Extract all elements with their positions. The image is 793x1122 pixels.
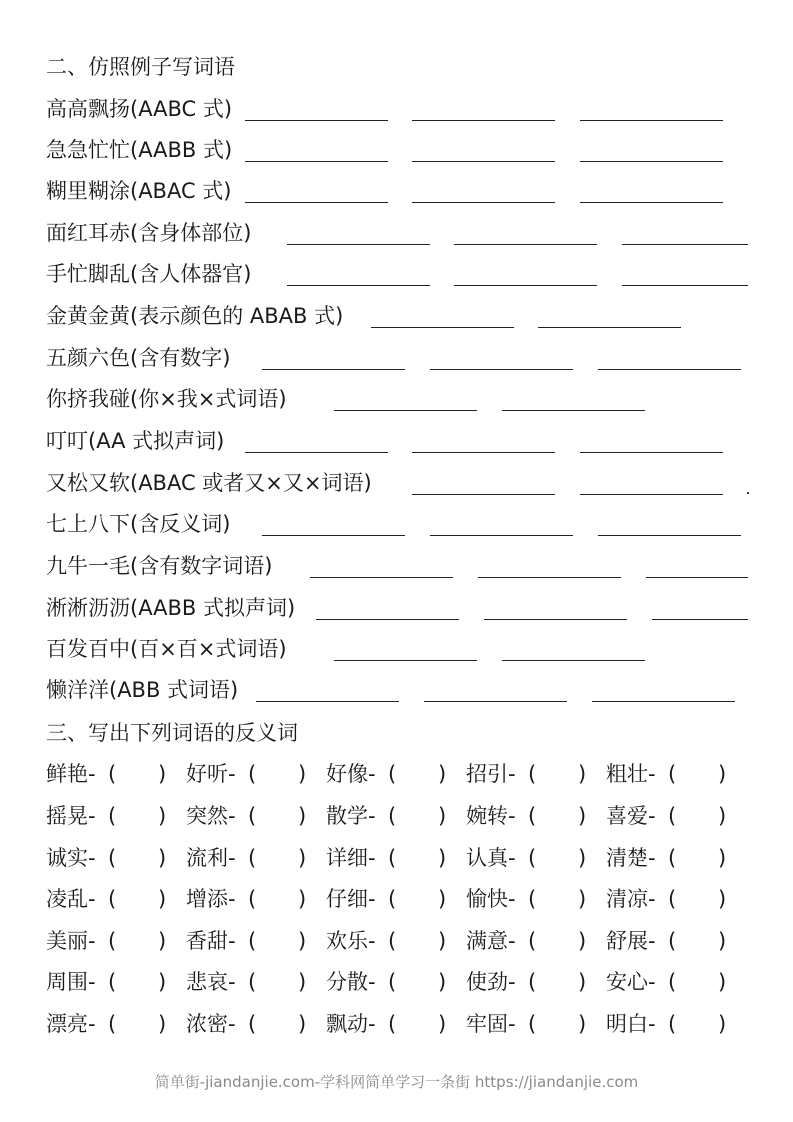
- answer-blank[interactable]: [334, 410, 477, 411]
- antonym-item: [606, 1011, 727, 1037]
- paren-close: ): [578, 929, 587, 953]
- antonym-item: [326, 1011, 447, 1037]
- paren-close: ): [158, 804, 167, 828]
- paren-open: (: [668, 887, 677, 911]
- antonym-word: 明白-: [606, 1012, 656, 1036]
- antonym-item: [606, 928, 727, 954]
- exercise-prompt: 金黄金黄(表示颜色的 ABAB 式): [46, 304, 344, 328]
- paren-close: ): [578, 846, 587, 870]
- antonym-word: 浓密-: [186, 1012, 236, 1036]
- antonym-answer-space[interactable]: [682, 928, 716, 954]
- answer-blank[interactable]: [412, 202, 555, 203]
- antonym-answer-space[interactable]: [402, 761, 436, 787]
- antonym-answer-space[interactable]: [402, 969, 436, 995]
- antonym-word: 散学-: [326, 804, 376, 828]
- antonym-word: 好听-: [186, 762, 236, 786]
- exercise-row: [46, 470, 756, 496]
- antonym-answer-space[interactable]: [262, 803, 296, 829]
- antonym-item: [186, 845, 307, 871]
- section2-heading: 二、仿照例子写词语: [46, 55, 235, 79]
- paren-open: (: [108, 804, 117, 828]
- antonym-answer-space[interactable]: [122, 928, 156, 954]
- exercise-prompt: 淅淅沥沥(AABB 式拟声词): [46, 596, 296, 620]
- exercise-prompt: 糊里糊涂(ABAC 式): [46, 179, 232, 203]
- answer-blank[interactable]: [580, 452, 723, 453]
- paren-open: (: [108, 887, 117, 911]
- antonym-answer-space[interactable]: [542, 928, 576, 954]
- answer-blank[interactable]: [424, 701, 567, 702]
- exercise-row: [46, 677, 756, 703]
- antonym-item: [186, 928, 307, 954]
- paren-close: ): [438, 929, 447, 953]
- paren-open: (: [528, 804, 537, 828]
- antonym-item: [186, 886, 307, 912]
- antonym-word: 仔细-: [326, 887, 376, 911]
- answer-blank[interactable]: [412, 494, 555, 495]
- paren-open: (: [108, 1012, 117, 1036]
- antonym-item: [326, 761, 447, 787]
- paren-open: (: [668, 970, 677, 994]
- paren-open: (: [248, 1012, 257, 1036]
- answer-blank[interactable]: [580, 161, 723, 162]
- answer-blank[interactable]: [580, 494, 723, 495]
- answer-blank[interactable]: [580, 202, 723, 203]
- exercise-prompt: 你挤我碰(你×我×式词语): [46, 387, 287, 411]
- answer-blank[interactable]: [287, 244, 430, 245]
- answer-blank[interactable]: [262, 369, 405, 370]
- antonym-answer-space[interactable]: [122, 845, 156, 871]
- antonym-answer-space[interactable]: [122, 969, 156, 995]
- antonym-word: 粗壮-: [606, 762, 656, 786]
- antonym-item: [466, 761, 587, 787]
- antonym-answer-space[interactable]: [402, 845, 436, 871]
- exercise-prompt: 百发百中(百×百×式词语): [46, 637, 287, 661]
- antonym-answer-space[interactable]: [402, 886, 436, 912]
- exercise-prompt: 又松又软(ABAC 或者又×又×词语): [46, 471, 372, 495]
- paren-close: ): [578, 970, 587, 994]
- answer-blank[interactable]: [334, 660, 477, 661]
- antonym-word: 清凉-: [606, 887, 656, 911]
- antonym-word: 婉转-: [466, 804, 516, 828]
- paren-close: ): [158, 846, 167, 870]
- paren-close: ): [578, 804, 587, 828]
- answer-blank[interactable]: [538, 327, 681, 328]
- antonym-word: 愉快-: [466, 887, 516, 911]
- answer-blank[interactable]: [598, 535, 741, 536]
- exercise-row: [46, 428, 756, 454]
- exercise-prompt: 七上八下(含反义词): [46, 512, 231, 536]
- antonym-answer-space[interactable]: [682, 1011, 716, 1037]
- answer-blank[interactable]: [245, 452, 388, 453]
- paren-close: ): [298, 762, 307, 786]
- exercise-prompt: 急急忙忙(AABB 式): [46, 138, 233, 162]
- antonym-item: [186, 1011, 307, 1037]
- antonym-answer-space[interactable]: [262, 969, 296, 995]
- antonym-answer-space[interactable]: [682, 761, 716, 787]
- paren-close: ): [438, 970, 447, 994]
- paren-close: ): [718, 804, 727, 828]
- antonym-item: [186, 761, 307, 787]
- paren-close: ): [298, 929, 307, 953]
- answer-blank[interactable]: [592, 701, 735, 702]
- antonym-item: [46, 845, 167, 871]
- antonym-item: [46, 803, 167, 829]
- paren-close: ): [578, 887, 587, 911]
- exercise-row: [46, 303, 756, 329]
- paren-close: ): [578, 1012, 587, 1036]
- antonym-item: [46, 1011, 167, 1037]
- antonym-item: [46, 928, 167, 954]
- paren-open: (: [248, 970, 257, 994]
- answer-blank[interactable]: [484, 619, 627, 620]
- antonym-answer-space[interactable]: [122, 803, 156, 829]
- antonym-item: [606, 886, 727, 912]
- paren-open: (: [248, 804, 257, 828]
- paren-open: (: [528, 762, 537, 786]
- antonym-word: 欢乐-: [326, 929, 376, 953]
- answer-blank[interactable]: [316, 619, 459, 620]
- answer-blank[interactable]: [652, 619, 748, 620]
- paren-close: ): [298, 970, 307, 994]
- antonym-item: [46, 969, 167, 995]
- antonym-word: 香甜-: [186, 929, 236, 953]
- exercise-row: [46, 511, 756, 537]
- paren-close: ): [718, 762, 727, 786]
- antonym-answer-space[interactable]: [262, 886, 296, 912]
- paren-open: (: [108, 929, 117, 953]
- paren-close: ): [718, 1012, 727, 1036]
- answer-blank[interactable]: [245, 161, 388, 162]
- answer-blank[interactable]: [430, 535, 573, 536]
- antonym-answer-space[interactable]: [262, 1011, 296, 1037]
- exercise-prompt: 五颜六色(含有数字): [46, 346, 231, 370]
- paren-open: (: [108, 970, 117, 994]
- answer-blank[interactable]: [245, 120, 388, 121]
- antonym-item: [466, 803, 587, 829]
- answer-blank[interactable]: [412, 120, 555, 121]
- answer-blank[interactable]: [430, 369, 573, 370]
- antonym-item: [466, 928, 587, 954]
- answer-blank[interactable]: [454, 285, 597, 286]
- answer-blank[interactable]: [478, 577, 621, 578]
- exercise-row: [46, 553, 756, 579]
- paren-close: ): [158, 970, 167, 994]
- antonym-answer-space[interactable]: [542, 761, 576, 787]
- antonym-answer-space[interactable]: [262, 928, 296, 954]
- antonym-word: 好像-: [326, 762, 376, 786]
- antonym-word: 增添-: [186, 887, 236, 911]
- paren-open: (: [248, 762, 257, 786]
- paren-close: ): [718, 970, 727, 994]
- antonym-word: 认真-: [466, 846, 516, 870]
- paren-close: ): [718, 846, 727, 870]
- exercise-prompt: 懒洋洋(ABB 式词语): [46, 678, 239, 702]
- antonym-item: [466, 969, 587, 995]
- exercise-row: [46, 345, 756, 371]
- paren-open: (: [528, 1012, 537, 1036]
- paren-open: (: [388, 887, 397, 911]
- exercise-row: [46, 220, 756, 246]
- exercise-row: [46, 261, 756, 287]
- antonym-word: 飘动-: [326, 1012, 376, 1036]
- antonym-item: [326, 803, 447, 829]
- antonym-item: [606, 803, 727, 829]
- antonym-word: 美丽-: [46, 929, 96, 953]
- antonym-item: [186, 803, 307, 829]
- antonym-answer-space[interactable]: [402, 928, 436, 954]
- answer-blank[interactable]: [622, 285, 748, 286]
- paren-open: (: [388, 929, 397, 953]
- antonym-item: [466, 1011, 587, 1037]
- paren-close: ): [578, 762, 587, 786]
- paren-close: ): [298, 804, 307, 828]
- paren-open: (: [528, 929, 537, 953]
- antonym-word: 分散-: [326, 970, 376, 994]
- paren-close: ): [438, 887, 447, 911]
- paren-open: (: [248, 887, 257, 911]
- answer-blank[interactable]: [502, 660, 645, 661]
- antonym-answer-space[interactable]: [542, 845, 576, 871]
- paren-open: (: [528, 887, 537, 911]
- antonym-item: [46, 886, 167, 912]
- antonym-answer-space[interactable]: [542, 886, 576, 912]
- answer-blank[interactable]: [412, 161, 555, 162]
- answer-blank[interactable]: [598, 369, 741, 370]
- answer-blank[interactable]: [310, 577, 453, 578]
- antonym-answer-space[interactable]: [402, 803, 436, 829]
- antonym-word: 舒展-: [606, 929, 656, 953]
- antonym-item: [326, 886, 447, 912]
- antonym-word: 周围-: [46, 970, 96, 994]
- antonym-answer-space[interactable]: [542, 969, 576, 995]
- answer-blank[interactable]: [287, 285, 430, 286]
- paren-close: ): [438, 804, 447, 828]
- paren-open: (: [388, 1012, 397, 1036]
- paren-close: ): [298, 1012, 307, 1036]
- exercise-prompt: 叮叮(AA 式拟声词): [46, 429, 225, 453]
- antonym-answer-space[interactable]: [122, 1011, 156, 1037]
- antonym-item: [466, 845, 587, 871]
- antonym-item: [326, 928, 447, 954]
- antonym-word: 鲜艳-: [46, 762, 96, 786]
- exercise-prompt: 高高飘扬(AABC 式): [46, 97, 233, 121]
- paren-open: (: [668, 929, 677, 953]
- antonym-word: 悲哀-: [186, 970, 236, 994]
- antonym-answer-space[interactable]: [682, 803, 716, 829]
- answer-blank[interactable]: [454, 244, 597, 245]
- antonym-word: 满意-: [466, 929, 516, 953]
- antonym-word: 安心-: [606, 970, 656, 994]
- answer-blank[interactable]: [622, 244, 748, 245]
- paren-close: ): [438, 1012, 447, 1036]
- exercise-row: [46, 636, 756, 662]
- page-footer: 简单街-jiandanjie.com-学科网简单学习一条街 https://jiandanjie.com: [154, 1073, 639, 1091]
- paren-close: ): [158, 887, 167, 911]
- antonym-item: [186, 969, 307, 995]
- antonym-answer-space[interactable]: [542, 803, 576, 829]
- paren-close: ): [158, 762, 167, 786]
- antonym-word: 详细-: [326, 846, 376, 870]
- antonym-answer-space[interactable]: [682, 886, 716, 912]
- answer-blank[interactable]: [371, 327, 514, 328]
- antonym-item: [326, 845, 447, 871]
- antonym-answer-space[interactable]: [682, 845, 716, 871]
- section3-heading: 三、写出下列词语的反义词: [46, 721, 298, 745]
- paren-open: (: [668, 1012, 677, 1036]
- paren-close: ): [298, 846, 307, 870]
- exercise-prompt: 九牛一毛(含有数字词语): [46, 554, 273, 578]
- paren-open: (: [388, 846, 397, 870]
- answer-blank[interactable]: [646, 577, 748, 578]
- paren-open: (: [108, 762, 117, 786]
- antonym-item: [326, 969, 447, 995]
- exercise-row: [46, 178, 756, 204]
- paren-open: (: [248, 929, 257, 953]
- antonym-answer-space[interactable]: [122, 886, 156, 912]
- antonym-item: [466, 886, 587, 912]
- paren-open: (: [668, 846, 677, 870]
- answer-blank[interactable]: [580, 120, 723, 121]
- answer-blank[interactable]: [262, 535, 405, 536]
- answer-blank[interactable]: [245, 202, 388, 203]
- antonym-word: 清楚-: [606, 846, 656, 870]
- antonym-word: 流利-: [186, 846, 236, 870]
- exercise-row: [46, 386, 756, 412]
- exercise-row: [46, 137, 756, 163]
- antonym-word: 漂亮-: [46, 1012, 96, 1036]
- antonym-word: 凌乱-: [46, 887, 96, 911]
- antonym-word: 喜爱-: [606, 804, 656, 828]
- exercise-prompt: 面红耳赤(含身体部位): [46, 221, 252, 245]
- paren-close: ): [438, 846, 447, 870]
- answer-blank[interactable]: [412, 452, 555, 453]
- antonym-answer-space[interactable]: [122, 761, 156, 787]
- antonym-answer-space[interactable]: [262, 845, 296, 871]
- antonym-answer-space[interactable]: [262, 761, 296, 787]
- answer-blank[interactable]: [502, 410, 645, 411]
- stray-mark: [747, 492, 749, 494]
- antonym-item: [606, 969, 727, 995]
- paren-close: ): [298, 887, 307, 911]
- paren-close: ): [438, 762, 447, 786]
- paren-close: ): [158, 929, 167, 953]
- antonym-word: 招引-: [466, 762, 516, 786]
- paren-open: (: [248, 846, 257, 870]
- antonym-item: [606, 845, 727, 871]
- paren-open: (: [668, 804, 677, 828]
- paren-open: (: [388, 804, 397, 828]
- exercise-row: [46, 96, 756, 122]
- paren-open: (: [528, 846, 537, 870]
- paren-close: ): [718, 887, 727, 911]
- paren-open: (: [388, 970, 397, 994]
- paren-open: (: [668, 762, 677, 786]
- paren-close: ): [718, 929, 727, 953]
- exercise-prompt: 手忙脚乱(含人体器官): [46, 262, 252, 286]
- antonym-item: [606, 761, 727, 787]
- paren-close: ): [158, 1012, 167, 1036]
- exercise-row: [46, 595, 756, 621]
- antonym-word: 牢固-: [466, 1012, 516, 1036]
- paren-open: (: [388, 762, 397, 786]
- paren-open: (: [108, 846, 117, 870]
- antonym-item: [46, 761, 167, 787]
- answer-blank[interactable]: [256, 701, 399, 702]
- antonym-answer-space[interactable]: [682, 969, 716, 995]
- antonym-word: 使劲-: [466, 970, 516, 994]
- paren-open: (: [528, 970, 537, 994]
- antonym-word: 突然-: [186, 804, 236, 828]
- antonym-word: 诚实-: [46, 846, 96, 870]
- antonym-answer-space[interactable]: [402, 1011, 436, 1037]
- antonym-answer-space[interactable]: [542, 1011, 576, 1037]
- antonym-word: 摇晃-: [46, 804, 96, 828]
